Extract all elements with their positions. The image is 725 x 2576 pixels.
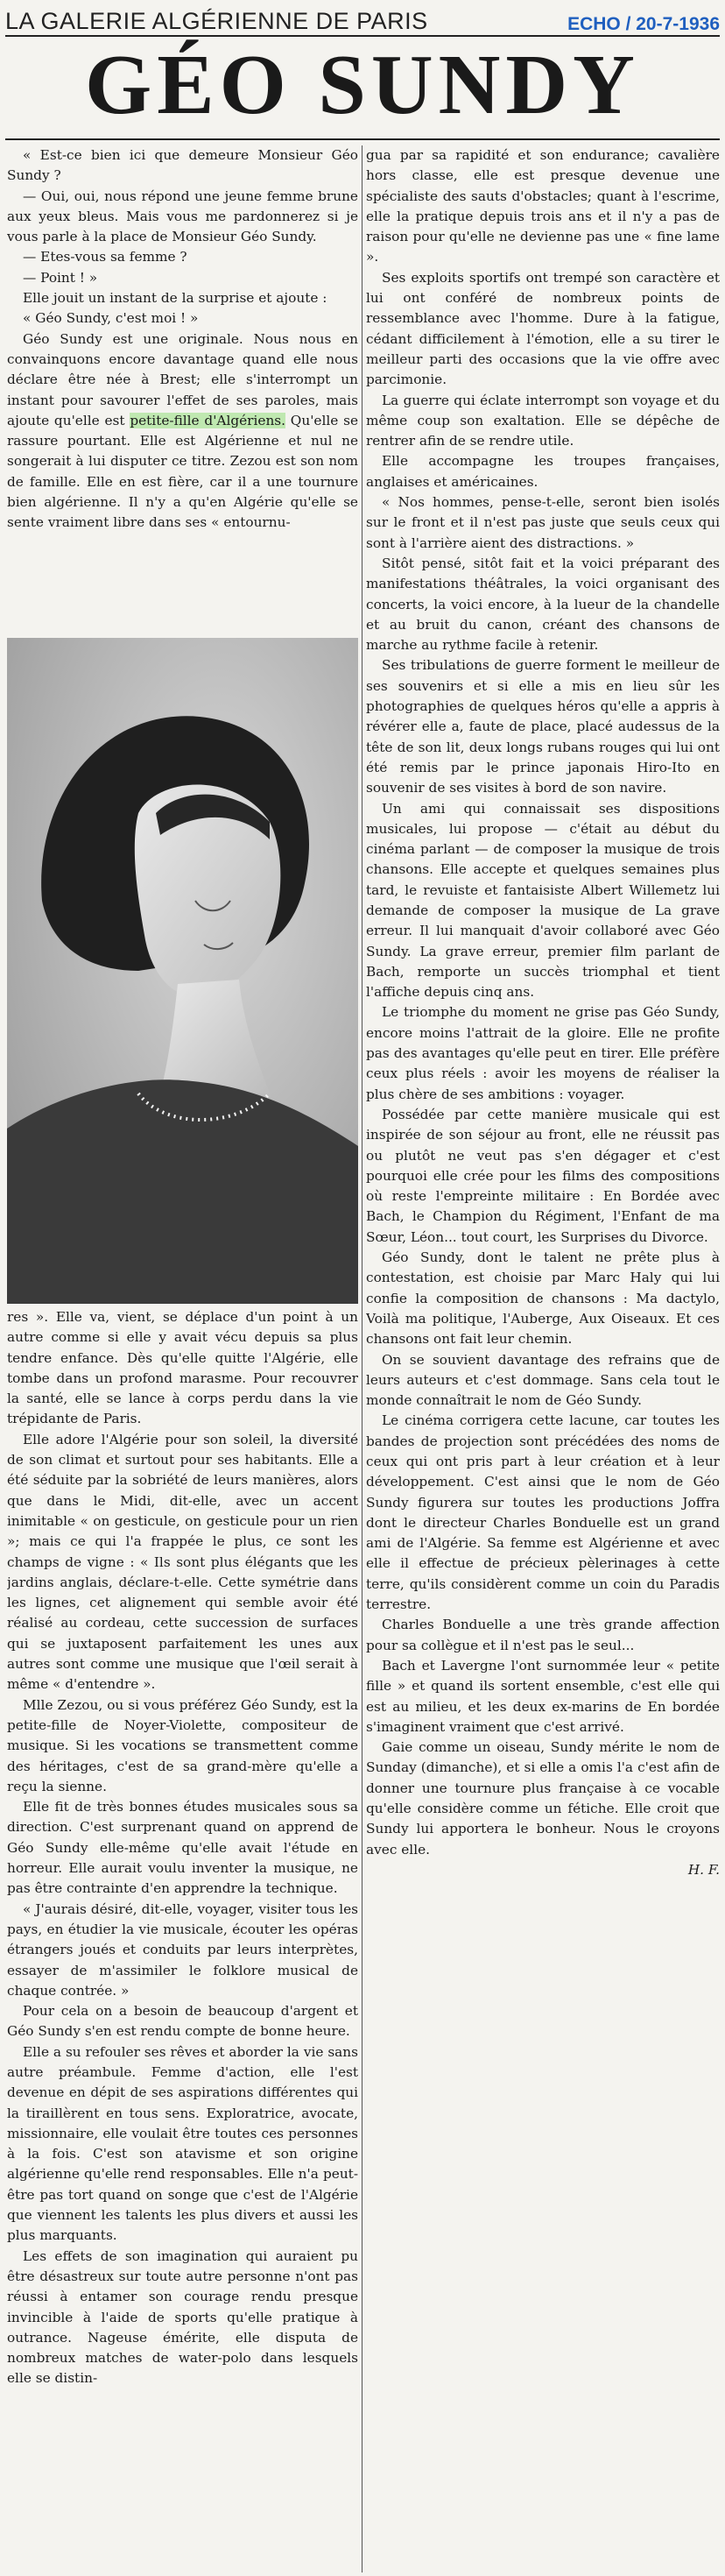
- paragraph: Ses exploits sportifs ont trempé son caractère et lui ont conféré de nombreux points de ressemblance avec l'homme. Dure à la fatigue, cédant difficilement à l'émotion, elle a su tirer le meilleur parti des occasions que la vie offre avec parcimonie.: [366, 269, 720, 388]
- paragraph: Elle adore l'Algérie pour son soleil, la diversité de son climat et surtout pour ses habitants. Elle a été séduite par la sobriété de leurs manières, alors que dans le Midi, dit-elle, avec un accent inimitable « on gesticule, on gesticule pour un rien »; mais ce qui l'a frappée le plus, ce sont les champs de vigne : « Ils sont plus élégants que les jardins anglais, déclare-t-elle. Cette symétrie dans les lignes, cet alignement qui semble avoir été réalisé au cordeau, cette succession de surfaces qui se juxtaposent parfaitement les unes aux autres sont comme une musique que l'œil serait à même « d'entendre ».: [7, 1431, 358, 1693]
- paragraph: [7, 329, 358, 534]
- masthead: [5, 5, 720, 37]
- paragraph: « Nos hommes, pense-t-elle, seront bien isolés sur le front et il n'est pas juste que seuls ceux qui sont à l'arrière aient des distractions. »: [366, 494, 720, 551]
- paragraph: Le cinéma corrigera cette lacune, car toutes les bandes de projection sont précédées des noms de ceux qui ont pris part à leur création et à leur développement. C'est ainsi que le nom de Géo Sundy figurera sur toutes les productions Joffra dont le directeur Charles Bonduelle est un grand ami de l'Algérie. Sa femme est Algérienne et avec elle il effectue de précieux pèlerinages à cette terre, qu'ils considèrent comme un coin du Paradis terrestre.: [366, 1412, 720, 1613]
- title-rule: [5, 138, 720, 140]
- author-signature: H. F.: [687, 1861, 720, 1878]
- paragraph: Ses tribulations de guerre forment le meilleur de ses souvenirs et si elle a mis en lieu sûr les photographies de quelques héros qu'elle a appris à révérer elle a, faute de place, placé audessus de la tête de son lit, deux longs rubans rouges qui lui ont été remis par le prince japonais Hiro-Ito en souvenir de ses visites à bord de son navire.: [366, 657, 720, 796]
- paragraph: Elle accompagne les troupes françaises, anglaises et américaines.: [366, 453, 720, 490]
- left-column-bottom: [7, 1307, 358, 2572]
- paragraph: Gaie comme un oiseau, Sundy mérite le nom de Sunday (dimanche), et si elle a omis l'a c'est afin de donner une tournure plus française à ce vocable qu'elle considère comme un fétiche. Elle croit que Sundy lui apportera le bonheur. Nous le croyons avec elle.: [366, 1739, 720, 1858]
- paragraph: Possédée par cette manière musicale qui est inspirée de son séjour au front, elle ne réussit pas ou plutôt ne veut pas s'en dégager et c'est pourquoi elle crée pour les films des compositions où reste l'empreinte militaire : En Bordée avec Bach, le Champion du Régiment, l'Enfant de ma Sœur, Léon... tout court, les Surprises du Divorce.: [366, 1106, 720, 1245]
- paragraph: Elle fit de très bonnes études musicales sous sa direction. C'est surprenant quand on apprend de Géo Sundy elle-même qu'elle avait l'étude en horreur. Elle aurait voulu inventer la musique, ne pas être contrainte d'en apprendre la technique.: [7, 1799, 358, 1897]
- paragraph: « Est-ce bien ici que demeure Monsieur Géo Sundy ?: [7, 147, 358, 184]
- paragraph: Géo Sundy, dont le talent ne prête plus à contestation, est choisie par Marc Haly qui lui confie la composition de chansons : Ma dactylo, Voilà ma politique, l'Auberge, Aux Oiseaux. Et ces chansons ont fait leur chemin.: [366, 1249, 720, 1348]
- paragraph: Elle a su refouler ses rêves et aborder la vie sans autre préambule. Femme d'action, elle l'est devenue en dépit de ses aspirations différentes qui la tiraillèrent en tous sens. Exploratrice, avocate, missionnaire, elle voulait être toutes ces personnes à la fois. C'est son atavisme et son origine algérienne qu'elle rend responsables. Elle n'a peut-être pas tort quand on songe que c'est de l'Algérie que viennent les talents les plus divers et aussi les plus marquants.: [7, 2043, 358, 2244]
- paragraph: Pour cela on a besoin de beaucoup d'argent et Géo Sundy s'en est rendu compte de bonne heure.: [7, 2003, 358, 2040]
- paragraph: Elle jouit un instant de la surprise et ajoute :: [23, 290, 327, 307]
- paragraph: Bach et Lavergne l'ont surnommée leur « petite fille » et quand ils sortent ensemble, c'est elle qui est au milieu, et les deux ex-marins de En bordée s'imaginent vraiment que c'est arrivé.: [366, 1657, 720, 1735]
- paragraph: Un ami qui connaissait ses dispositions musicales, lui propose — c'était au début du cinéma parlant — de composer la musique de trois chansons. Elle accepte et quelques semaines plus tard, le revuiste et fantaisiste Albert Willemetz lui demande de composer la musique de La grave erreur. Il lui manquait d'avoir collaboré avec Géo Sundy. La grave erreur, premier film parlant de Bach, remporte un succès triomphal et tient l'affiche depuis cinq ans.: [366, 800, 720, 1001]
- paragraph: Le triomphe du moment ne grise pas Géo Sundy, encore moins l'attrait de la gloire. Elle ne profite pas des avantages qu'elle peut en tirer. Elle préfère ceux plus réels : avoir les moyens de réaliser la plus chère de ses ambitions : voyager.: [366, 1004, 720, 1102]
- paragraph: On se souvient davantage des refrains que de leurs auteurs et c'est dommage. Sans cela tout le monde connaîtrait le nom de Géo Sundy.: [366, 1351, 720, 1409]
- portrait-photo: [7, 638, 358, 1304]
- publication-name: LA GALERIE ALGÉRIENNE DE PARIS: [5, 8, 428, 34]
- right-column: [366, 145, 720, 2572]
- source-date: ECHO / 20-7-1936: [567, 14, 720, 34]
- highlighted-text: petite-fille d'Algériens.: [130, 412, 286, 428]
- portrait-image: [7, 638, 358, 1304]
- paragraph: Mlle Zezou, ou si vous préférez Géo Sundy, est la petite-fille de Noyer-Violette, compositeur de musique. Si les vocations se transmettent comme des héritages, c'est de sa grand-mère qu'elle a reçu la sienne.: [7, 1696, 358, 1794]
- paragraph: Les effets de son imagination qui auraient pu être désastreux sur toute autre personne n'ont pas réussi à entamer son courage rendu presque invincible à l'aide de sports qu'elle pratique à outrance. Nageuse émérite, elle disputa de nombreux matches de water-polo dans lesquels elle se distin-: [7, 2247, 358, 2387]
- paragraph-text: Géo Sundy est une originale. Nous nous en convainquons encore davantage quand elle nous déclare être née à Brest; elle s'interrompt un instant pour savourer l'effet de ses paroles, mais ajoute qu'elle est: [7, 330, 358, 428]
- paragraph: gua par sa rapidité et son endurance; cavalière hors classe, elle est presque devenue une spécialiste des sauts d'obstacles; quant à l'escrime, elle la pratique depuis trois ans et il n'y a pas de raison pour qu'elle ne devienne pas une « fine lame ».: [366, 147, 720, 265]
- paragraph: Charles Bonduelle a une très grande affection pour sa collègue et il n'est pas le seul...: [366, 1617, 720, 1653]
- paragraph-text: Qu'elle se rassure pourtant. Elle est Algérienne et nul ne songerait à lui disputer ce titre. Zezou est son nom de famille. Elle en est fière, car il a une tournure bien algérienne. Il n'y a qu'en Algérie qu'elle se sente vraiment libre dans ses « entournu-: [7, 412, 358, 531]
- paragraph: Sitôt pensé, sitôt fait et la voici préparant des manifestations théâtrales, la voici organisant des concerts, la voici encore, à la lueur de la chandelle et au bruit du canon, créant des chansons de marche au rythme facile à retenir.: [366, 555, 720, 654]
- paragraph: « J'aurais désiré, dit-elle, voyager, visiter tous les pays, en étudier la vie musicale, écouter les opéras étrangers joués et conduits par leurs interprètes, essayer de m'assimiler le folklore musical de chaque contrée. »: [7, 1900, 358, 1999]
- left-column-top: [7, 145, 358, 636]
- paragraph: La guerre qui éclate interrompt son voyage et du même coup son exaltation. Elle se dépêche de rentrer afin de se rendre utile.: [366, 392, 720, 449]
- article-title: GÉO SUNDY: [85, 38, 640, 132]
- paragraph: « Géo Sundy, c'est moi ! »: [23, 310, 199, 327]
- paragraph: — Point ! »: [23, 269, 98, 286]
- paragraph: — Etes-vous sa femme ?: [23, 249, 187, 265]
- paragraph: — Oui, oui, nous répond une jeune femme brune aux yeux bleus. Mais vous me pardonnerez si je vous parle à la place de Monsieur Géo Sundy.: [7, 188, 358, 245]
- paragraph: res ». Elle va, vient, se déplace d'un point à un autre comme si elle y avait vécu depuis sa plus tendre enfance. Dès qu'elle quitte l'Algérie, elle tombe dans un profond marasme. Pour recouvrer la santé, elle se lance à corps perdu dans la vie trépidante de Paris.: [7, 1309, 358, 1427]
